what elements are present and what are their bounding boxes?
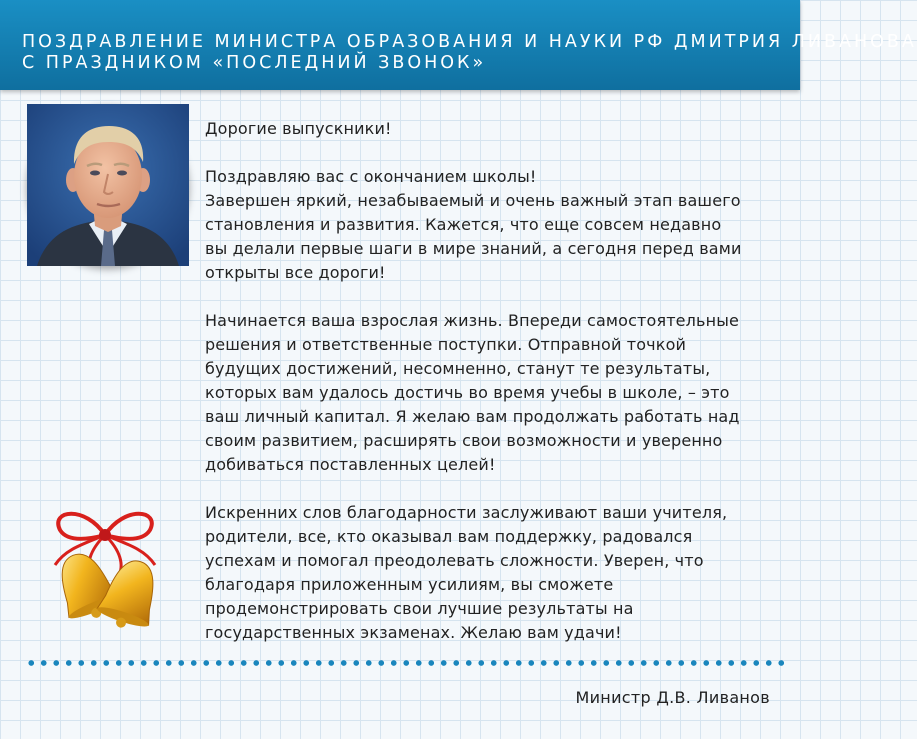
header-title-line-2: С ПРАЗДНИКОМ «ПОСЛЕДНИЙ ЗВОНОК» bbox=[22, 53, 487, 73]
text-line: государственных экзаменах. Желаю вам удачи! bbox=[205, 623, 622, 642]
header-banner bbox=[0, 0, 917, 90]
text-line: добиваться поставленных целей! bbox=[205, 455, 496, 474]
letter-greeting: Дорогие выпускники! bbox=[205, 119, 392, 138]
text-line: которых вам удалось достичь во время учебы в школе, – это bbox=[205, 383, 730, 402]
text-line: вы делали первые шаги в мире знаний, а сегодня перед вами bbox=[205, 239, 742, 258]
letter-paragraph-3 bbox=[205, 501, 785, 645]
text-line: решения и ответственные поступки. Отправной точкой bbox=[205, 335, 687, 354]
text-line: продемонстрировать свои лучшие результаты на bbox=[205, 599, 634, 618]
text-line: Искренних слов благодарности заслуживают ваши учителя, bbox=[205, 503, 728, 522]
header-title-line-1: ПОЗДРАВЛЕНИЕ МИНИСТРА ОБРАЗОВАНИЯ И НАУКИ РФ ДМИТРИЯ ЛИВАНОВА bbox=[22, 32, 917, 52]
text-line: Поздравляю вас с окончанием школы! bbox=[205, 167, 537, 186]
letter-paragraph-2 bbox=[205, 309, 785, 477]
golden-bells-with-red-bow-icon bbox=[30, 505, 180, 640]
text-line: благодаря приложенным усилиям, вы сможете bbox=[205, 575, 614, 594]
text-line: становления и развития. Кажется, что еще совсем недавно bbox=[205, 215, 722, 234]
text-line: будущих достижений, несомненно, станут те результаты, bbox=[205, 359, 711, 378]
dotted-divider bbox=[25, 660, 785, 666]
signature: Министр Д.В. Ливанов bbox=[575, 688, 770, 707]
text-line: родители, все, кто оказывал вам поддержку, радовался bbox=[205, 527, 693, 546]
text-line: Начинается ваша взрослая жизнь. Впереди самостоятельные bbox=[205, 311, 740, 330]
text-line: Завершен яркий, незабываемый и очень важный этап вашего bbox=[205, 191, 741, 210]
text-line: своим развитием, расширять свои возможности и уверенно bbox=[205, 431, 723, 450]
text-line: ваш личный капитал. Я желаю вам продолжать работать над bbox=[205, 407, 740, 426]
letter-body bbox=[205, 117, 785, 669]
text-line: открыты все дороги! bbox=[205, 263, 386, 282]
minister-portrait bbox=[27, 104, 189, 266]
portrait-image bbox=[27, 104, 189, 266]
letter-paragraph-1 bbox=[205, 165, 785, 285]
text-line: успехам и помогал преодолевать сложности. Уверен, что bbox=[205, 551, 704, 570]
